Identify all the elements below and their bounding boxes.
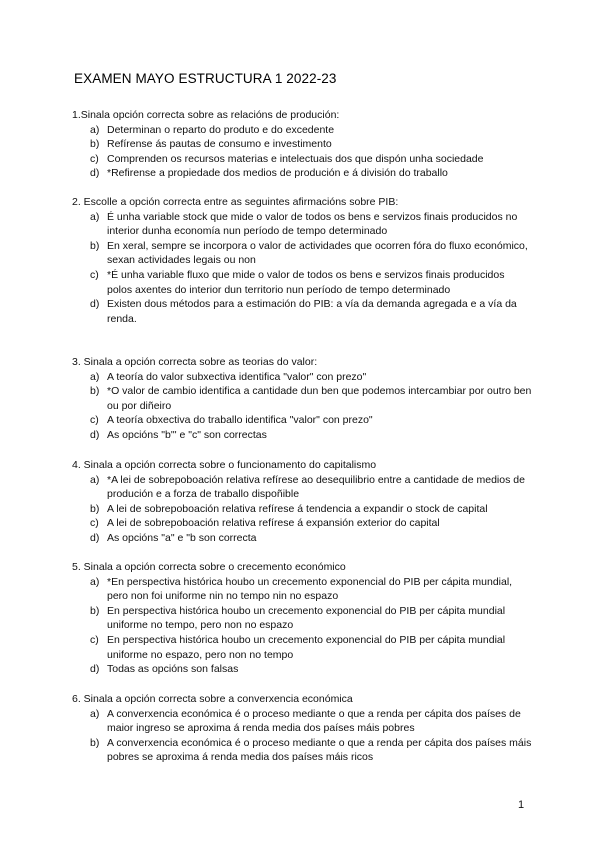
option — [72, 239, 532, 268]
option — [72, 370, 532, 385]
option-label: a) — [90, 707, 100, 720]
option-text: En perspectiva histórica houbo un crecemento exponencial do PIB per cápita mundial uniforme no espazo, pero non no tempo — [107, 633, 506, 661]
option — [72, 268, 532, 297]
question-text: 1.Sinala opción correcta sobre as relacións de produción: — [72, 109, 340, 121]
option-label: a) — [90, 123, 100, 136]
option-text: A converxencia económica é o proceso mediante o que a renda per cápita dos países de maior ingreso se aproxima á renda media dos países máis pobres — [107, 707, 521, 735]
option-text: As opcións "a" e "b son correcta — [107, 531, 257, 544]
option-label: c) — [90, 517, 99, 530]
option — [72, 210, 532, 239]
option — [72, 707, 532, 736]
question-6 — [72, 692, 532, 765]
option — [72, 604, 532, 633]
option-text: *A lei de sobrepoboación relativa refírese ao desequilibrio entre a cantidade de medios de produción e a forza de traballo dispoñible — [107, 473, 525, 501]
option-label: a) — [90, 575, 100, 588]
option — [72, 413, 532, 428]
option-label: d) — [90, 298, 100, 311]
option — [72, 297, 532, 326]
option-text: *É unha variable fluxo que mide o valor de todos os bens e servizos finais producidos polos axentes do interior dun territorio nun período de tempo determinado — [107, 268, 505, 296]
option-text: Determinan o reparto do produto e do excedente — [107, 123, 335, 136]
question-1 — [72, 108, 532, 181]
option-label: b) — [90, 239, 100, 252]
option-label: b) — [90, 736, 100, 749]
option — [72, 516, 532, 531]
question-text: 4. Sinala a opción correcta sobre o funcionamento do capitalismo — [72, 459, 377, 471]
option-text: Comprenden os recursos materias e intelectuais dos que dispón unha sociedade — [107, 152, 484, 165]
option-label: b) — [90, 138, 100, 151]
option-text: Existen dous métodos para a estimación do PIB: a vía da demanda agregada e a vía da renda. — [107, 298, 517, 325]
option-label: c) — [90, 414, 99, 427]
option — [72, 152, 532, 167]
option-text: A converxencia económica é o proceso mediante o que a renda per cápita dos países máis pobres se aproxima á renda media dos países máis ricos — [107, 736, 532, 764]
question-text: 2. Escolle a opción correcta entre as seguintes afirmacións sobre PIB: — [72, 196, 399, 208]
question-5 — [72, 560, 532, 677]
option-label: d) — [90, 663, 100, 676]
question-3 — [72, 355, 532, 443]
option-text: *O valor de cambio identifica a cantidade dun ben que podemos intercambiar por outro ben ou por diñeiro — [107, 385, 532, 412]
option-label: c) — [90, 268, 99, 281]
option — [72, 428, 532, 443]
option-text: Todas as opcións son falsas — [107, 663, 239, 676]
option-text: As opcións "b"' e "c" son correctas — [107, 428, 267, 441]
option — [72, 473, 532, 502]
option — [72, 736, 532, 765]
option-label: c) — [90, 152, 99, 165]
question-text: 5. Sinala a opción correcta sobre o crecemento económico — [72, 561, 346, 573]
option-label: b) — [90, 604, 100, 617]
option-label: b) — [90, 385, 100, 398]
option — [72, 575, 532, 604]
option — [72, 633, 532, 662]
option-label: a) — [90, 473, 100, 486]
option-text: En perspectiva histórica houbo un crecemento exponencial do PIB per cápita mundial uniforme no tempo, pero non no espazo — [107, 604, 506, 632]
option-label: a) — [90, 370, 100, 383]
option-label: d) — [90, 167, 100, 180]
question-4 — [72, 458, 532, 546]
option — [72, 123, 532, 138]
option-text: A lei de sobrepoboación relativa refírese á tendencia a expandir o stock de capital — [107, 502, 488, 515]
option — [72, 502, 532, 517]
option-text: A teoría obxectiva do traballo identifica "valor" con prezo" — [107, 414, 373, 427]
page-number: 1 — [518, 799, 525, 811]
option — [72, 137, 532, 152]
option-label: c) — [90, 633, 99, 646]
option-text: En xeral, sempre se incorpora o valor de actividades que ocorren fóra do fluxo económico, sexan actividades legais ou non — [107, 239, 528, 267]
question-2 — [72, 195, 532, 326]
option-text: *En perspectiva histórica houbo un crecemento exponencial do PIB per cápita mundial, pero non foi uniforme nin no tempo nin no espazo — [107, 575, 513, 603]
option — [72, 662, 532, 677]
question-text: 6. Sinala a opción correcta sobre a converxencia económica — [72, 693, 353, 705]
option-label: d) — [90, 531, 100, 544]
option-text: *Refirense a propiedade dos medios de produción e á división do traballo — [107, 167, 448, 180]
option-text: A lei de sobrepoboación relativa refírese á expansión exterior do capital — [107, 517, 440, 530]
option-label: b) — [90, 502, 100, 515]
option — [72, 531, 532, 546]
option — [72, 384, 532, 413]
option — [72, 166, 532, 181]
option-label: d) — [90, 428, 100, 441]
option-text: É unha variable stock que mide o valor de todos os bens e servizos finais producidos no interior dunha economía nun período de tempo determinado — [107, 210, 518, 238]
option-text: A teoría do valor subxectiva identifica "valor" con prezo" — [107, 370, 367, 383]
page-title: EXAMEN MAYO ESTRUCTURA 1 2022-23 — [74, 71, 337, 86]
question-text: 3. Sinala a opción correcta sobre as teorias do valor: — [72, 356, 318, 368]
option-label: a) — [90, 210, 100, 223]
option-text: Refírense ás pautas de consumo e investimento — [107, 138, 332, 151]
